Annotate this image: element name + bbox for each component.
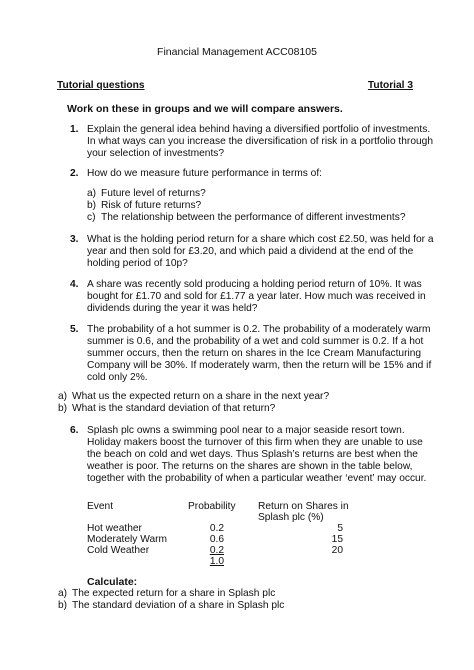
- question-number: 5.: [70, 324, 79, 335]
- table-cell-return: 15: [331, 534, 343, 545]
- calculate-text: The standard deviation of a share in Splash plc: [72, 600, 285, 611]
- question-line: Company will be 30%. If moderately warm, then the return will be 15% and if: [87, 360, 432, 371]
- table-cell-probability: 0.2: [209, 523, 224, 534]
- question-line: The probability of a hot summer is 0.2. The probability of a moderately warm: [87, 324, 431, 335]
- option-letter: a): [87, 188, 97, 199]
- option-text: What us the expected return on a share in the next year?: [72, 391, 330, 402]
- table-header-return: Return on Shares in: [258, 501, 349, 512]
- header-left-label: Tutorial questions: [57, 80, 145, 91]
- option-text: Risk of future returns?: [101, 200, 202, 211]
- option-item: [58, 403, 275, 415]
- option-letter: a): [58, 391, 68, 402]
- option-letter: b): [87, 200, 97, 211]
- question-line: holding period of 10p?: [87, 258, 188, 269]
- option-item: [58, 391, 329, 403]
- option-text: The relationship between the performance of different investments?: [101, 212, 406, 223]
- question-4-text: [87, 279, 426, 315]
- option-text: What is the standard deviation of that return?: [72, 403, 276, 414]
- question-line: Splash plc owns a swimming pool near to a major seaside resort town.: [87, 425, 405, 436]
- question-line: your selection of investments?: [87, 148, 225, 159]
- question-line: Explain the general idea behind having a diversified portfolio of investments.: [87, 124, 431, 135]
- calculate-text: The expected return for a share in Splash plc: [72, 588, 276, 599]
- table-cell-event: Cold Weather: [87, 545, 150, 556]
- question-line: What is the holding period return for a share which cost £2.50, was held for a: [87, 234, 434, 245]
- calculate-item: [58, 600, 284, 612]
- calculate-item: [58, 588, 275, 600]
- table-cell-return: 5: [337, 523, 343, 534]
- question-line: year and then sold for £3.20, and which paid a dividend at the end of the: [87, 246, 414, 257]
- question-line: In what ways can you increase the diversification of risk in a portfolio through: [87, 136, 433, 147]
- table-header-event: Event: [87, 501, 114, 512]
- question-number: 1.: [70, 124, 79, 135]
- question-number: 3.: [70, 234, 79, 245]
- table-cell-event: Moderately Warm: [87, 534, 168, 545]
- option-letter: c): [87, 212, 96, 223]
- option-item: [87, 188, 206, 200]
- calculate-letter: a): [58, 588, 68, 599]
- question-line: How do we measure future performance in terms of:: [87, 168, 322, 179]
- question-line: the beach on cold and wet days. Thus Splash’s returns are best when the: [87, 449, 418, 460]
- question-line: cold only 2%.: [87, 372, 148, 383]
- option-letter: b): [58, 403, 68, 414]
- document-title: Financial Management ACC08105: [157, 46, 317, 58]
- table-cell-return: 20: [331, 545, 343, 556]
- question-2-text: [87, 168, 417, 180]
- question-line: A share was recently sold producing a holding period return of 10%. It was: [87, 279, 422, 290]
- question-line: summer is 0.6, and the probability of a wet and cold summer is 0.2. If a hot: [87, 336, 424, 347]
- question-line: together with the probability of when a particular weather ‘event’ may occur.: [87, 473, 427, 484]
- header-right-label: Tutorial 3: [367, 80, 413, 91]
- question-line: Holiday makers boost the turnover of this firm when they are unable to use: [87, 437, 423, 448]
- question-1-text: [87, 124, 433, 160]
- table-cell-event: Hot weather: [87, 523, 142, 534]
- option-item: [87, 212, 405, 224]
- question-3-text: [87, 234, 434, 270]
- question-line: weather is poor. The returns on the shares are shown in the table below,: [87, 461, 413, 472]
- table-header-return-unit: Splash plc (%): [258, 512, 324, 523]
- question-number: 4.: [70, 279, 79, 290]
- question-6-text: [87, 425, 427, 485]
- question-line: dividends during the year it was held?: [87, 303, 258, 314]
- question-number: 2.: [70, 168, 79, 179]
- table-header-probability: Probability: [188, 501, 236, 512]
- question-line: summer occurs, then the return on shares in the Ice Cream Manufacturing: [87, 348, 422, 359]
- intro-instruction: Work on these in groups and we will compare answers.: [67, 103, 343, 115]
- question-line: bought for £1.70 and sold for £1.77 a year later. How much was received in: [87, 291, 426, 302]
- calculate-letter: b): [58, 600, 68, 611]
- table-total-probability: 1.0: [209, 556, 224, 567]
- table-cell-probability: 0.6: [209, 534, 224, 545]
- table-cell-probability: 0.2: [209, 545, 224, 556]
- option-text: Future level of returns?: [101, 188, 206, 199]
- option-item: [87, 200, 201, 212]
- calculate-heading: Calculate:: [87, 576, 138, 588]
- question-number: 6.: [70, 425, 79, 436]
- question-5-text: [87, 324, 432, 384]
